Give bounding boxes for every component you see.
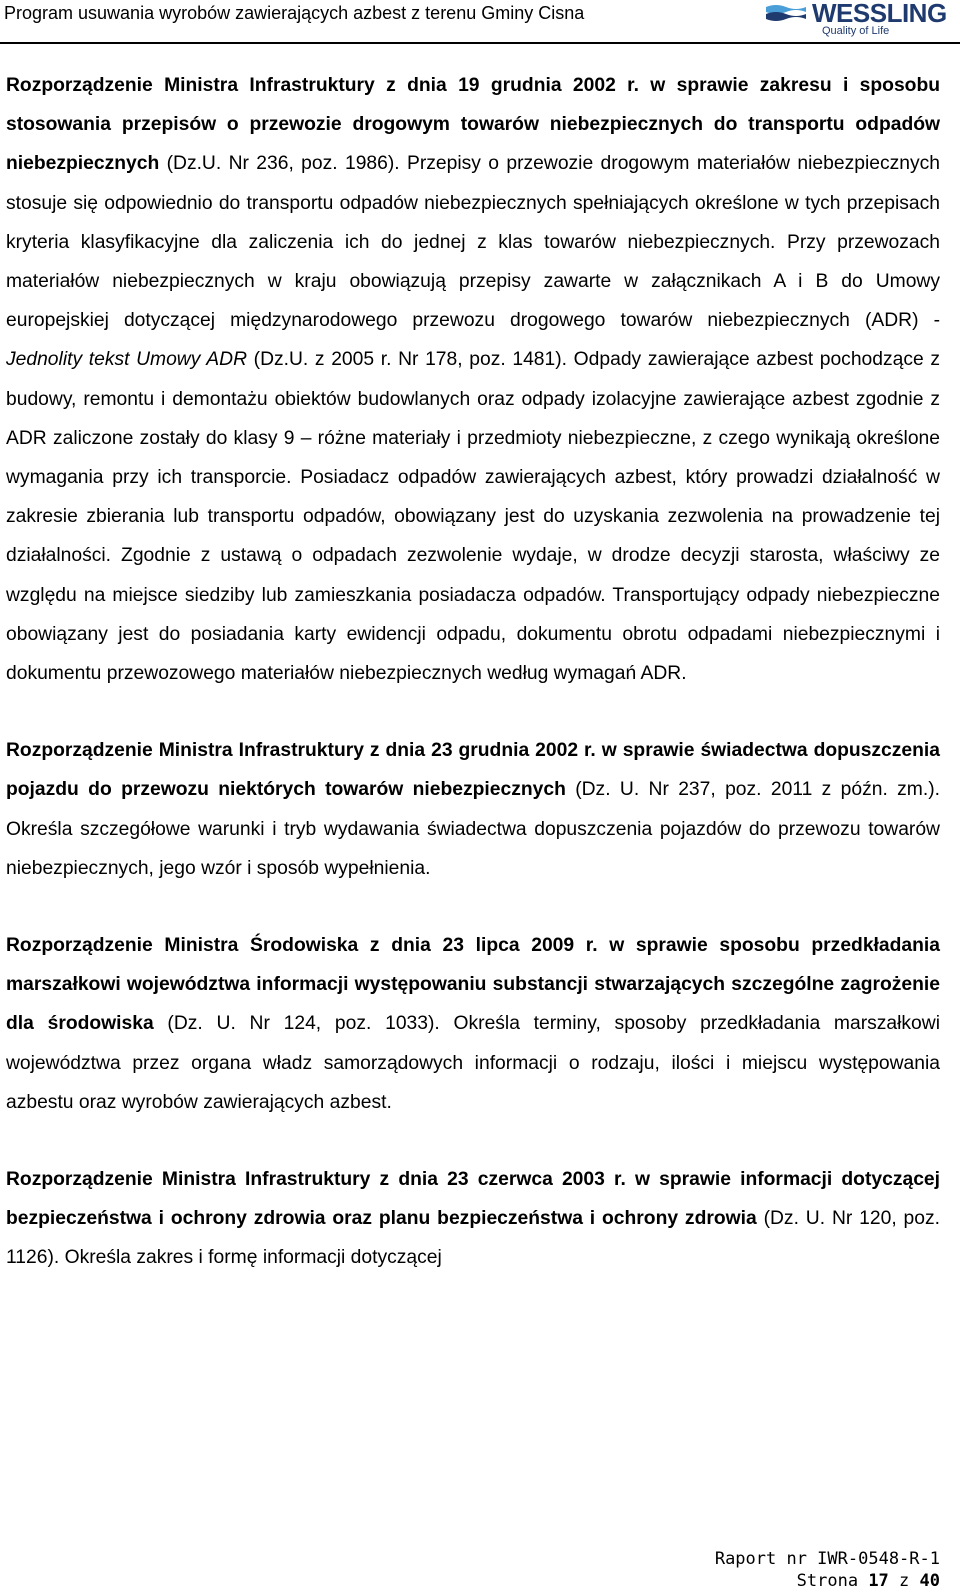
- logo-tagline: Quality of Life: [822, 25, 890, 37]
- wessling-logo: [764, 0, 954, 40]
- regulation-title: Rozporządzenie Ministra Infrastruktury z dnia 23 czerwca 2003 r. w sprawie informacji dotyczącej bezpieczeństwa i ochrony zdrowia oraz planu bezpieczeństwa i ochrony zdrowia: [6, 1169, 940, 1230]
- wessling-wave-icon: [764, 3, 808, 21]
- regulation-text: (Dz. U. Nr 120, poz. 1126). Określa zakres i formę informacji dotyczącej: [6, 1208, 940, 1269]
- page-current: 17: [868, 1571, 889, 1591]
- page-prefix: Strona: [796, 1571, 869, 1591]
- regulation-paragraph: [6, 926, 940, 1122]
- document-title: Program usuwania wyrobów zawierających azbest z terenu Gminy Cisna: [4, 3, 585, 23]
- page-total: 40: [919, 1571, 940, 1591]
- regulation-title: Rozporządzenie Ministra Infrastruktury z dnia 23 grudnia 2002 r. w sprawie świadectwa dopuszczenia pojazdu do przewozu niektórych towarów niebezpiecznych: [6, 740, 940, 801]
- logo-wordmark: WESSLING: [812, 0, 947, 28]
- page-footer: [680, 1548, 940, 1592]
- regulation-paragraph: [6, 731, 940, 888]
- regulation-title: Rozporządzenie Ministra Infrastruktury z dnia 19 grudnia 2002 r. w sprawie zakresu i sposobu stosowania przepisów o przewozie drogowym towarów niebezpiecznych do transportu odpadów niebezpiecznych: [6, 75, 940, 175]
- regulation-italic-reference: Jednolity tekst Umowy ADR: [6, 349, 248, 371]
- page-number: [680, 1570, 940, 1592]
- regulation-paragraph: [6, 66, 940, 693]
- header-divider: [0, 42, 960, 44]
- regulation-title: Rozporządzenie Ministra Środowiska z dnia 23 lipca 2009 r. w sprawie sposobu przedkładania marszałkowi województwa informacji występowaniu substancji stwarzających szczególne zagrożenie dla środowiska: [6, 935, 940, 1035]
- regulation-paragraph: [6, 1160, 940, 1278]
- regulation-text: (Dz.U. Nr 236, poz. 1986). Przepisy o przewozie drogowym materiałów niebezpiecznych stosuje się odpowiednio do transportu odpadów niebezpiecznych spełniających określone w tych przepisach kryteria klasyfikacyjne dla zaliczenia ich do jednej z klas towarów niebezpiecznych. Przy przewozach materiałów niebezpiecznych w kraju obowiązują przepisy zawarte w załącznikach A i B do Umowy europejskiej dotyczącej międzynarodowego przewozu drogowego towarów niebezpiecznych (ADR) -: [6, 153, 940, 332]
- regulation-text: (Dz.U. z 2005 r. Nr 178, poz. 1481). Odpady zawierające azbest pochodzące z budowy, remontu i demontażu obiektów budowlanych oraz odpady izolacyjne zawierające azbest zgodnie z ADR zaliczone zostały do klasy 9 – różne materiały i przedmioty niebezpieczne, z czego wynikają określone wymagania przy ich transporcie. Posiadacz odpadów zawierających azbest, który prowadzi działalność w zakresie zbierania lub transportu odpadów, obowiązany jest do uzyskania zezwolenia na prowadzenie tej działalności. Zgodnie z ustawą o odpadach zezwolenie wydaje, w drodze decyzji starosta, właściwy ze względu na miejsce siedziby lub zamieszkania posiadacza odpadów. Transportujący odpady niebezpieczne obowiązany jest do posiadania karty ewidencji odpadu, dokumentu obrotu odpadami niebezpiecznymi i dokumentu przewozowego materiałów niebezpiecznych według wymagań ADR.: [6, 349, 940, 685]
- regulation-text: (Dz. U. Nr 124, poz. 1033). Określa terminy, sposoby przedkładania marszałkowi województwa przez organa władz samorządowych informacji o rodzaju, ilości i miejscu występowania azbestu oraz wyrobów zawierających azbest.: [6, 1013, 940, 1113]
- regulation-text: (Dz. U. Nr 237, poz. 2011 z późn. zm.). Określa szczegółowe warunki i tryb wydawania świadectwa dopuszczenia pojazdów do przewozu towarów niebezpiecznych, jego wzór i sposób wypełnienia.: [6, 779, 940, 879]
- report-number: Raport nr IWR-0548-R-1: [714, 1549, 940, 1569]
- page-separator: z: [888, 1571, 920, 1591]
- page-header: [0, 0, 960, 44]
- document-body: [6, 66, 940, 1316]
